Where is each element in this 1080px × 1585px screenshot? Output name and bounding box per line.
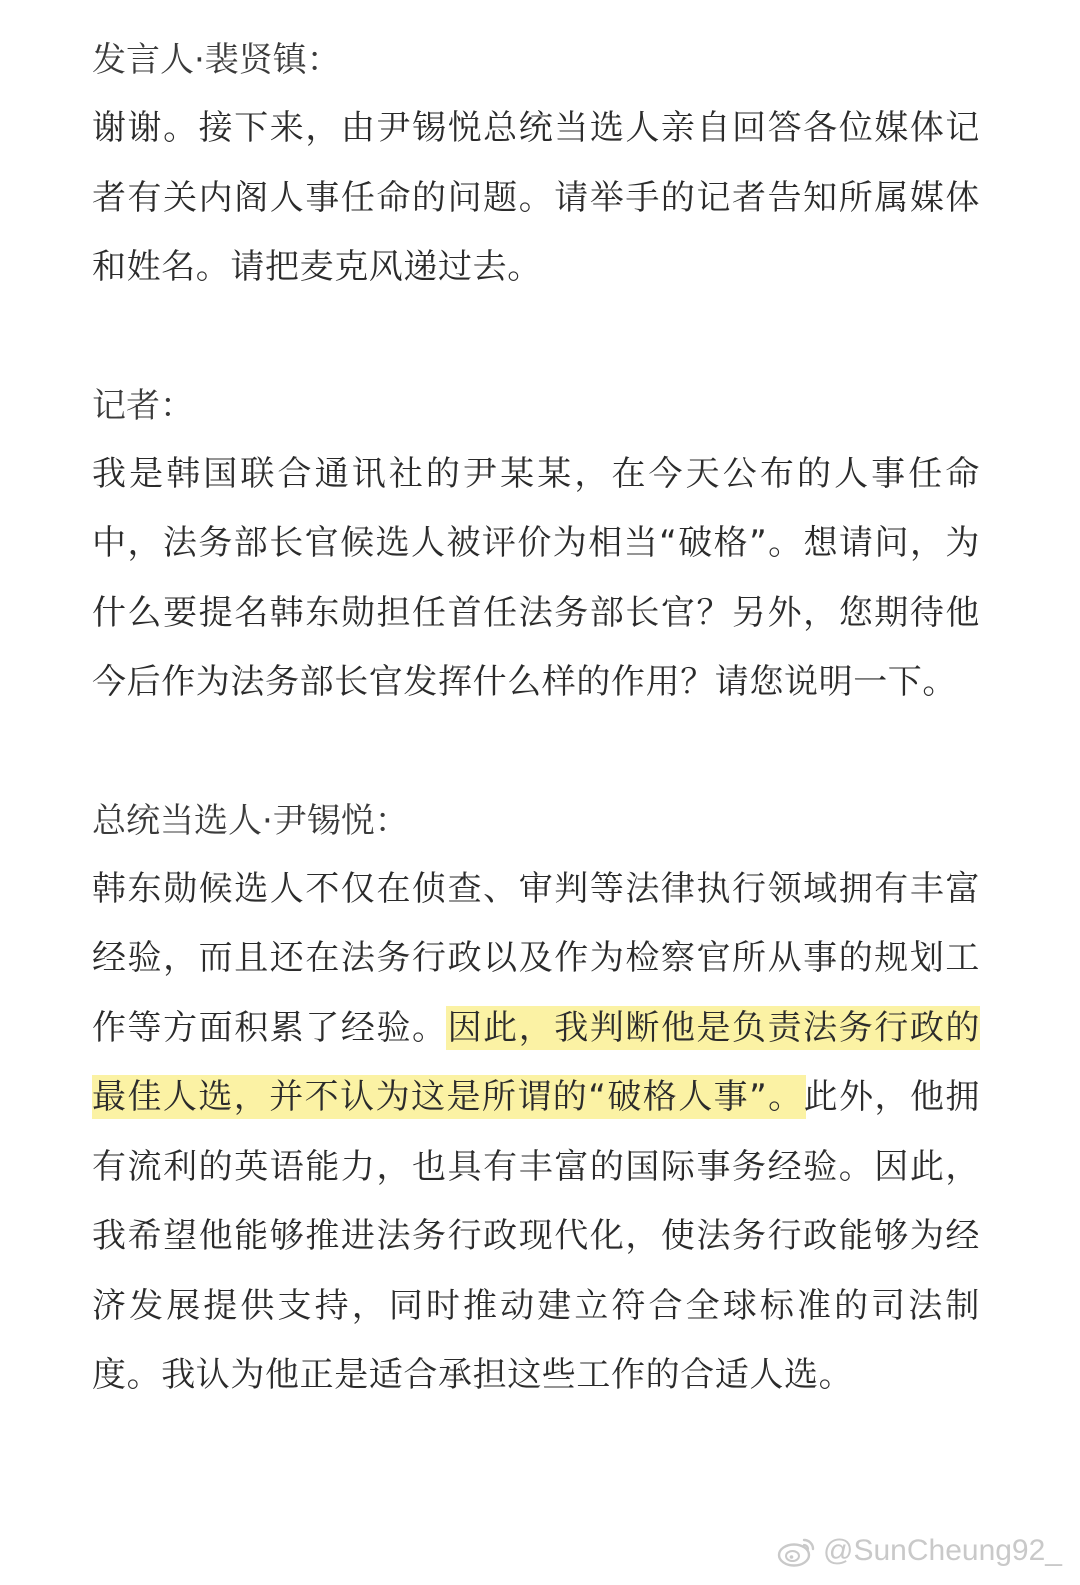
speech-president-elect [92,855,980,1411]
watermark-handle: @SunCheung92_ [823,1534,1062,1567]
paragraph-spacer [92,303,980,372]
weibo-icon [777,1534,817,1568]
highlighted-text: 因此，我判断他是负责法务行政的最佳人选，并不认为这是所谓的“破格人事”。 [92,1007,981,1117]
paragraph-spacer [92,718,980,787]
watermark [777,1531,1062,1571]
speech-text-before: 韩东勋候选人不仅在侦查、审判等法律执行领域拥有丰富经验，而且还在法务行政以及作为检察官所从事的规划工作等方面积累了经验。 [92,868,980,1048]
speaker-label-president-elect: 总统当选人·尹锡悦： [92,800,409,841]
speech-spokesperson: 谢谢。接下来，由尹锡悦总统当选人亲自回答各位媒体记者有关内阁人事任命的问题。请举手的记者告知所属媒体和姓名。请把麦克风递过去。 [92,108,980,287]
speaker-label-spokesperson: 发言人·裴贤镇： [92,40,341,80]
speech-reporter: 我是韩国联合通讯社的尹某某，在今天公布的人事任命中，法务部长官候选人被评价为相当“破格”。想请问，为什么要提名韩东勋担任首任法务部长官？另外，您期待他今后作为法务部长官发挥什么样的作用？请您说明一下。 [92,453,980,702]
article [92,26,980,1411]
speech-text-after: 此外，他拥有流利的英语能力，也具有丰富的国际事务经验。因此，我希望他能够推进法务行政现代化，使法务行政能够为经济发展提供支持，同时推动建立符合全球标准的司法制度。我认为他正是适合承担这些工作的合适人选。 [92,1077,981,1395]
speaker-label-reporter: 记者： [92,385,194,426]
